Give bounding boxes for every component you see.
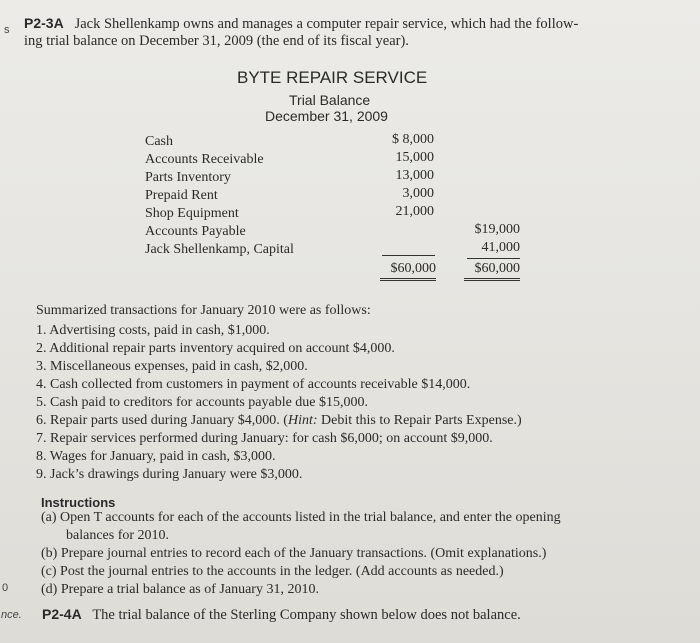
account-name: Prepaid Rent <box>145 188 218 203</box>
instruction-a-cont: balances for 2010. <box>66 528 170 543</box>
debit-amount: 15,000 <box>395 150 434 165</box>
instruction-d: (d) Prepare a trial balance as of January 31, 2010. <box>41 582 319 597</box>
debit-amount: $ 8,000 <box>392 132 434 147</box>
credit-amount: 41,000 <box>481 240 520 255</box>
next-problem-text: The trial balance of the Sterling Company shown below does not balance. <box>92 607 521 623</box>
margin-fragment-mid: 0 <box>2 582 9 594</box>
debit-total: $60,000 <box>380 260 436 281</box>
problem-text-line2: ing trial balance on December 31, 2009 (the end of its fiscal year). <box>24 33 409 49</box>
transaction-item: 2. Additional repair parts inventory acquired on account $4,000. <box>36 341 395 356</box>
next-problem <box>42 605 521 624</box>
transactions-intro: Summarized transactions for January 2010 were as follows: <box>36 303 371 318</box>
debit-amount: 13,000 <box>395 168 434 183</box>
instruction-a: (a) Open T accounts for each of the accounts listed in the trial balance, and enter the opening <box>41 510 561 525</box>
debit-total-rule <box>382 255 435 256</box>
transaction-item-6 <box>36 412 522 431</box>
instruction-b: (b) Prepare journal entries to record each of the January transactions. (Omit explanations.) <box>41 546 547 561</box>
margin-fragment-bottom: nce. <box>1 609 22 621</box>
account-name: Jack Shellenkamp, Capital <box>145 242 294 257</box>
statement-date: December 31, 2009 <box>265 108 388 124</box>
account-name: Cash <box>145 134 173 149</box>
hint-label: Hint: <box>287 413 318 428</box>
statement-title: Trial Balance <box>289 92 371 108</box>
transaction-item: 5. Cash paid to creditors for accounts payable due $15,000. <box>36 395 369 410</box>
problem-id: P2-3A <box>24 15 64 31</box>
account-name: Accounts Payable <box>145 224 246 239</box>
transaction-6-start: 6. Repair parts used during January $4,000. ( <box>36 413 288 428</box>
problem-text-line1: Jack Shellenkamp owns and manages a computer repair service, which had the follow- <box>74 16 579 32</box>
transaction-item: 9. Jack’s drawings during January were $3,000. <box>36 467 303 482</box>
instruction-c: (c) Post the journal entries to the accounts in the ledger. (Add accounts as needed.) <box>41 564 504 579</box>
credit-amount: $19,000 <box>474 222 520 237</box>
account-name: Accounts Receivable <box>145 152 264 167</box>
margin-fragment-top: s <box>4 24 10 36</box>
instructions-heading: Instructions <box>41 495 116 510</box>
company-name: BYTE REPAIR SERVICE <box>237 68 428 87</box>
credit-total: $60,000 <box>464 260 520 281</box>
transaction-item: 1. Advertising costs, paid in cash, $1,000. <box>36 323 270 338</box>
debit-amount: 3,000 <box>402 186 434 201</box>
transaction-item: 3. Miscellaneous expenses, paid in cash, $2,000. <box>36 359 308 374</box>
transaction-item: 7. Repair services performed during January: for cash $6,000; on account $9,000. <box>36 431 493 446</box>
transaction-6-end: Debit this to Repair Parts Expense.) <box>317 413 522 428</box>
credit-total-rule <box>467 258 520 259</box>
transaction-item: 4. Cash collected from customers in payment of accounts receivable $14,000. <box>36 377 471 392</box>
debit-amount: 21,000 <box>395 204 434 219</box>
next-problem-id: P2-4A <box>42 606 82 622</box>
problem-heading <box>24 14 578 33</box>
account-name: Shop Equipment <box>145 206 239 221</box>
account-name: Parts Inventory <box>145 170 231 185</box>
transaction-item: 8. Wages for January, paid in cash, $3,000. <box>36 449 276 464</box>
